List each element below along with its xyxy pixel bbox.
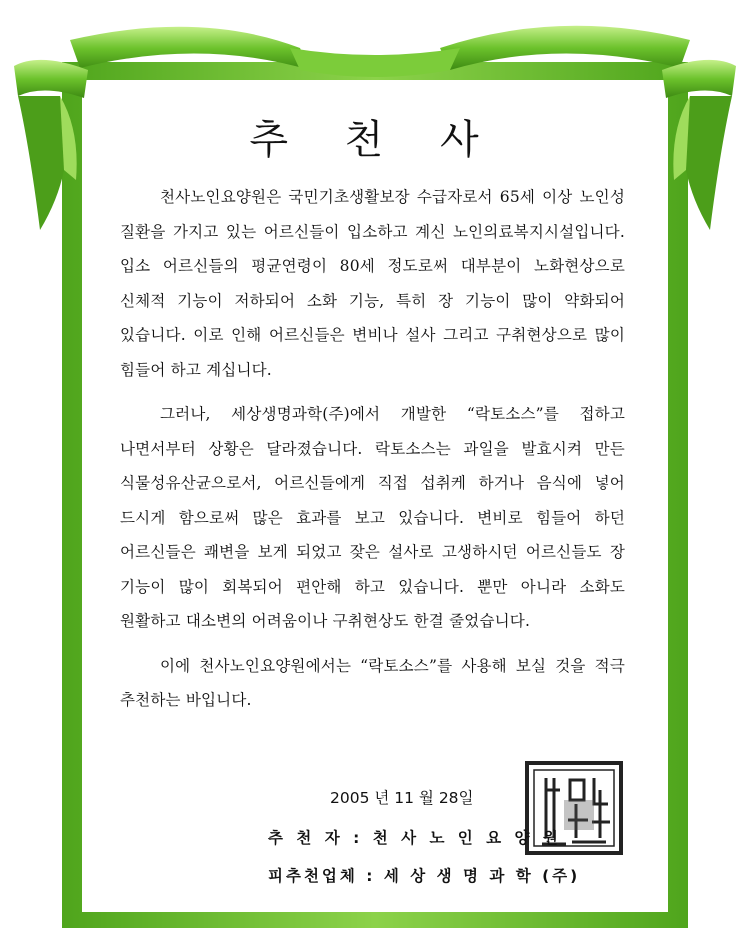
page-title: 추 천 사: [249, 117, 501, 163]
issue-date: 2005 년 11 월 28일: [330, 789, 474, 807]
paragraph-1: 천사노인요양원은 국민기초생활보장 수급자로서 65세 이상 노인성 질환을 가지고 있는 어르신들이 입소하고 계신 노인의료복지시설입니다. 입소 어르신들의 평균연령이 80세 정도로써 대부분이 노화현상으로 신체적 기능이 저하되어 소화 기능, 특히 장 기능이 많이 약화되어 있습니다. 이로 인해 어르신들은 변비나 설사 그리고 구취현상으로 많이 힘들어 하고 계십니다.: [120, 188, 625, 379]
paragraph-3: 이에 천사노인요양원에서는 “락토소스”를 사용해 보실 것을 적극 추천하는 바입니다.: [120, 656, 625, 709]
recommender-line: 추 천 자 : 천 사 노 인 요 양 원: [268, 829, 562, 847]
paragraph-2: 그러나, 세상생명과학(주)에서 개발한 “락토소스”를 접하고 나면서부터 상황은 달라졌습니다. 락토소스는 과일을 발효시켜 만든 식물성유산균으로서, 어르신들에게 직접 섭취케 하거나 음식에 넣어 드시게 함으로써 많은 효과를 보고 있습니다. 변비로 힘들어 하던 어르신들은 쾌변을 보게 되었고 잦은 설사로 고생하시던 어르신들도 장 기능이 많이 회복되어 편안해 하고 있습니다. 뿐만 아니라 소화도 원활하고 대소변의 어려움이나 구취현상도 한결 줄었습니다.: [120, 405, 625, 630]
recommendation-body: [120, 180, 625, 728]
recipient-line: 피추천업체 : 세 상 생 명 과 학 (주): [268, 867, 581, 885]
